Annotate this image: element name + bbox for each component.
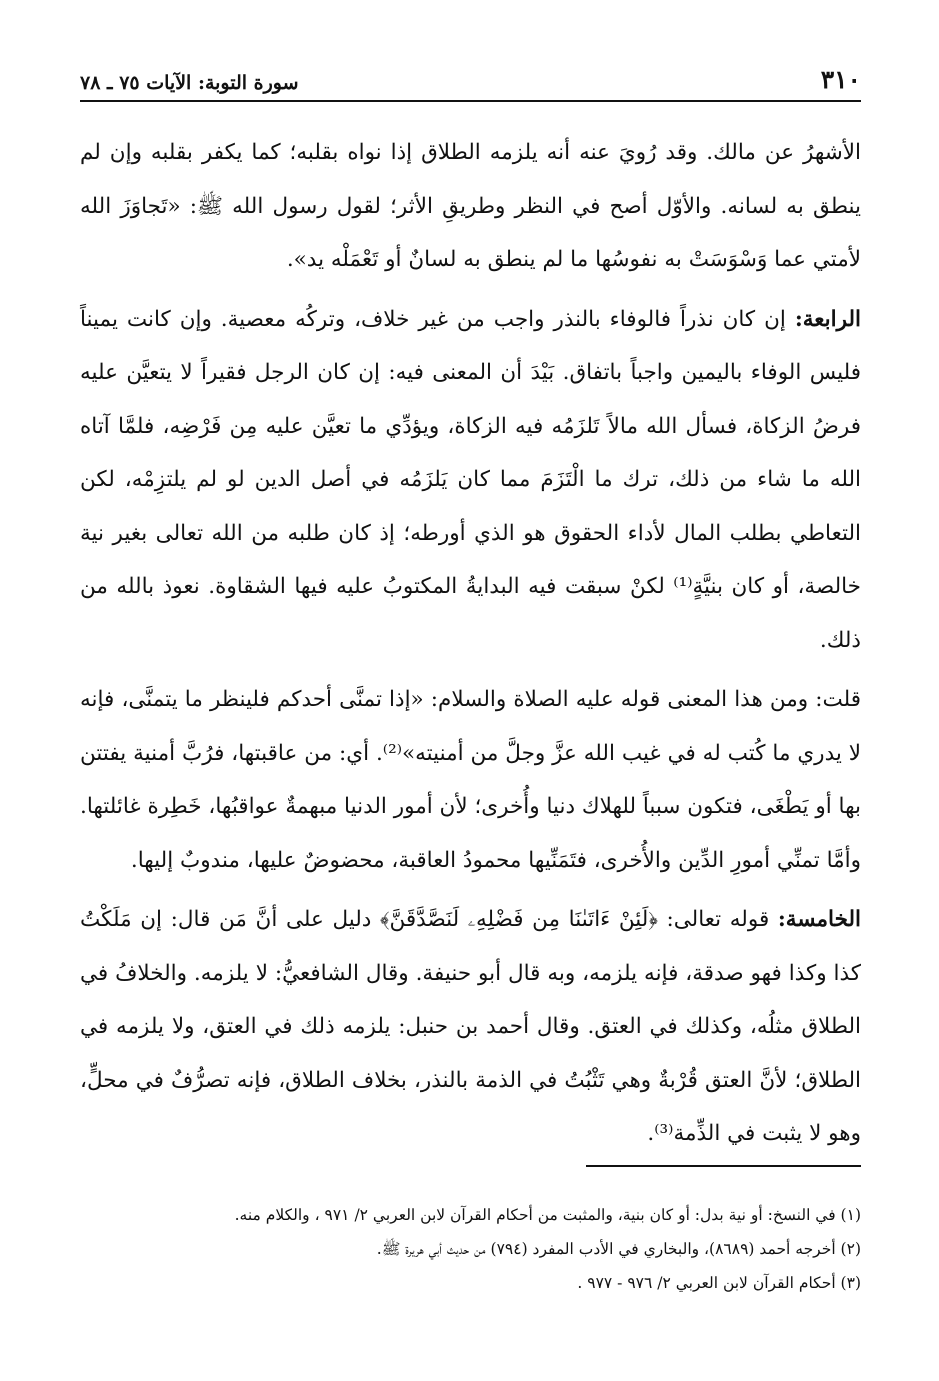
- paragraph-lead: الرابعة:: [794, 306, 861, 332]
- running-header: [80, 58, 861, 102]
- paragraph-text: الأشهرُ عن مالك. وقد رُويَ عنه أنه يلزمه الطلاق إذا نواه بقلبه؛ كما يكفر بقلبه وإن لم ينطق به لسانه. والأوّل أصح في النظر وطريقِ الأثر؛ لقول رسول الله ﷺ: «تَجاوَزَ الله لأمتي عما وَسْوَسَتْ به نفوسُها ما لم ينطق به لسانٌ أو تَعْمَلْه يد».: [80, 140, 861, 272]
- footnotes: [80, 1198, 861, 1300]
- body-text: [80, 126, 861, 1167]
- paragraph-text: إن كان نذراً فالوفاء بالنذر واجب من غير خلاف، وتركُه معصية. وإن كانت يميناً فليس الوفاء باليمين واجباً باتفاق. بَيْدَ أن المعنى فيه: إن كان الرجل فقيراً لا يتعيَّن عليه فرضُ الزكاة، فسأل الله مالاً تَلزَمُه فيه الزكاة، ويؤدِّي ما تعيَّن عليه مِن فَرْضِه، فلمَّا آتاه الله ما شاء من ذلك، ترك ما الْتَزَمَ مما كان يَلزَمُه في أصل الدين لو لم يلتزِمْه، لكن التعاطي بطلب المال لأداء الحقوق هو الذي أورطه؛ إذ كان طلبه من الله تعالى بغير نية خالصة، أو كان بنيَّةٍ⁽¹⁾ لكنْ سبقت فيه البدايةُ المكتوبُ عليه فيها الشقاوة. نعوذ بالله من ذلك.: [80, 306, 861, 653]
- paragraph-lead: الخامسة:: [777, 907, 861, 932]
- paragraph-3: [80, 673, 861, 887]
- paragraph-text: قلت: ومن هذا المعنى قوله عليه الصلاة والسلام: «إذا تمنَّى أحدكم فلينظر ما يتمنَّى، فإنه لا يدري ما كُتب له في غيب الله عزَّ وجلَّ من أمنيته»⁽²⁾. أي: من عاقبتها، فرُبَّ أمنية يفتتن بها أو يَطْغَى، فتكون سبباً للهلاك دنيا وأُخرى؛ لأن أمور الدنيا مبهمةٌ عواقبُها، خَطِرة غائلتها. وأمَّا تمنِّي أمورِ الدِّين والأُخرى، فتَمَنِّيها محمودُ العاقبة، محضوضٌ عليها، مندوبٌ إليها.: [80, 687, 862, 873]
- paragraph-text: قوله تعالى: ﴿لَئِنْ ءَاتَىٰنَا مِن فَضْلِهِۦ لَنَصَّدَّقَنَّ﴾ دليل على أنَّ مَن قال: إن مَلَكْتُ كذا وكذا فهو صدقة، فإنه يلزمه، وبه قال أبو حنيفة. وقال الشافعيُّ: لا يلزمه. والخلافُ في الطلاق مثلُه، وكذلك في العتق. وقال أحمد بن حنبل: يلزمه ذلك في العتق، ولا يلزمه في الطلاق؛ لأنَّ العتق قُرْبةٌ وهي تَثْبُتُ في الذمة بالنذر، بخلاف الطلاق، فإنه تصرُّفٌ في محلٍّ، وهو لا يثبت في الذِّمة⁽³⁾.: [80, 907, 861, 1146]
- paragraph-4: [80, 893, 861, 1161]
- paragraph-2: [80, 293, 861, 668]
- paragraph-1: [80, 126, 861, 287]
- running-title: سورة التوبة: الآيات ٧٥ ـ ٧٨: [80, 72, 299, 94]
- footnote-3: (٣) أحكام القرآن لابن العربي ٢/ ٩٧٦ - ٩٧٧ .: [577, 1274, 861, 1292]
- page-number: ٣١٠: [820, 65, 861, 94]
- footnote-1: (١) في النسخ: أو نية بدل: أو كان بنية، والمثبت من أحكام القرآن لابن العربي ٢/ ٩٧١ ، والكلام منه.: [234, 1206, 861, 1224]
- footnote-divider: [586, 1165, 861, 1167]
- footnote-2: (٢) أخرجه أحمد (٨٦٨٩)، والبخاري في الأدب المفرد (٧٩٤) من حديث أبي هريرة ﷺ.: [376, 1240, 861, 1258]
